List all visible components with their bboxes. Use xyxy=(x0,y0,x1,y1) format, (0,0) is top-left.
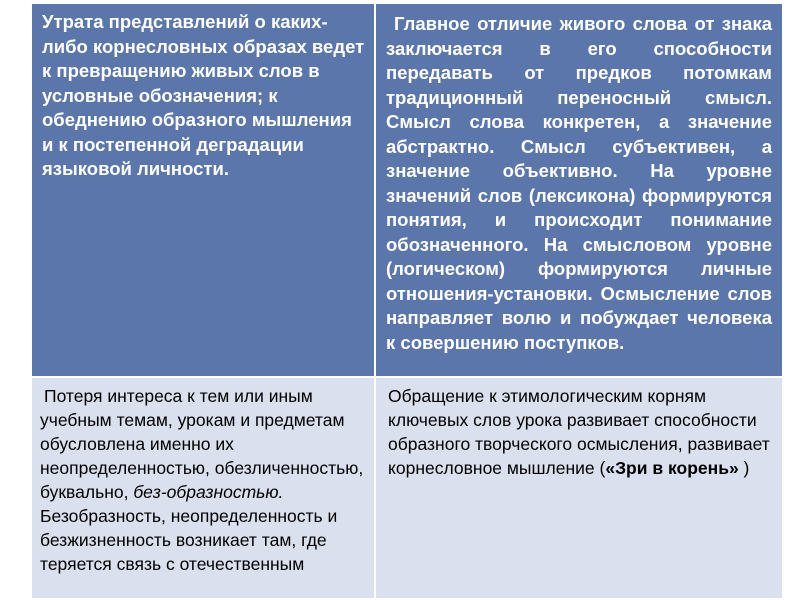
cell-bottom-left-text-cont: Безобразность, неопределенность и безжизненность возникает там, где теряется связь с отечественным xyxy=(40,506,338,574)
cell-bottom-left-text: Потеря интереса к тем или иным учебным темам, урокам и предметам обусловлена именно их неопределенностью, обезличенностью, буквально, xyxy=(40,386,364,502)
cell-top-right xyxy=(375,3,783,377)
cell-bottom-right xyxy=(375,377,783,599)
cell-top-left xyxy=(31,3,375,377)
table-row-top xyxy=(31,3,783,377)
cell-bottom-right-text: Обращение к этимологическим корням ключевых слов урока развивает способности образного творческого осмысления, развивает корнесловное мышление ( xyxy=(388,386,770,478)
content-table xyxy=(30,2,784,600)
cell-bottom-right-text-end: ) xyxy=(738,458,750,478)
cell-bottom-left-italic: без-образностью. xyxy=(133,482,284,502)
cell-top-right-text: Главное отличие живого слова от знака заключается в его способности передавать от предков потомкам традиционный переносный смысл. Смысл слова конкретен, а значение абстрактно. Смысл субъективен, а значение объективно. На уровне значений слов (лексикона) формируются понятия, и происходит понимание обозначенного. На смысловом уровне (логическом) формируются личные отношения-установки. Осмысление слов направляет волю и побуждает человека к совершению поступков. xyxy=(386,13,772,353)
cell-bottom-left xyxy=(31,377,375,599)
cell-top-left-text: Утрата представлений о каких-либо корнесловных образах ведет к превращению живых слов в условные обозначения; к обеднению образного мышления и к постепенной деградации языковой личности. xyxy=(42,11,365,179)
table-row-bottom xyxy=(31,377,783,599)
slide-frame xyxy=(30,2,782,598)
cell-bottom-right-bold: «Зри в корень» xyxy=(605,458,739,478)
